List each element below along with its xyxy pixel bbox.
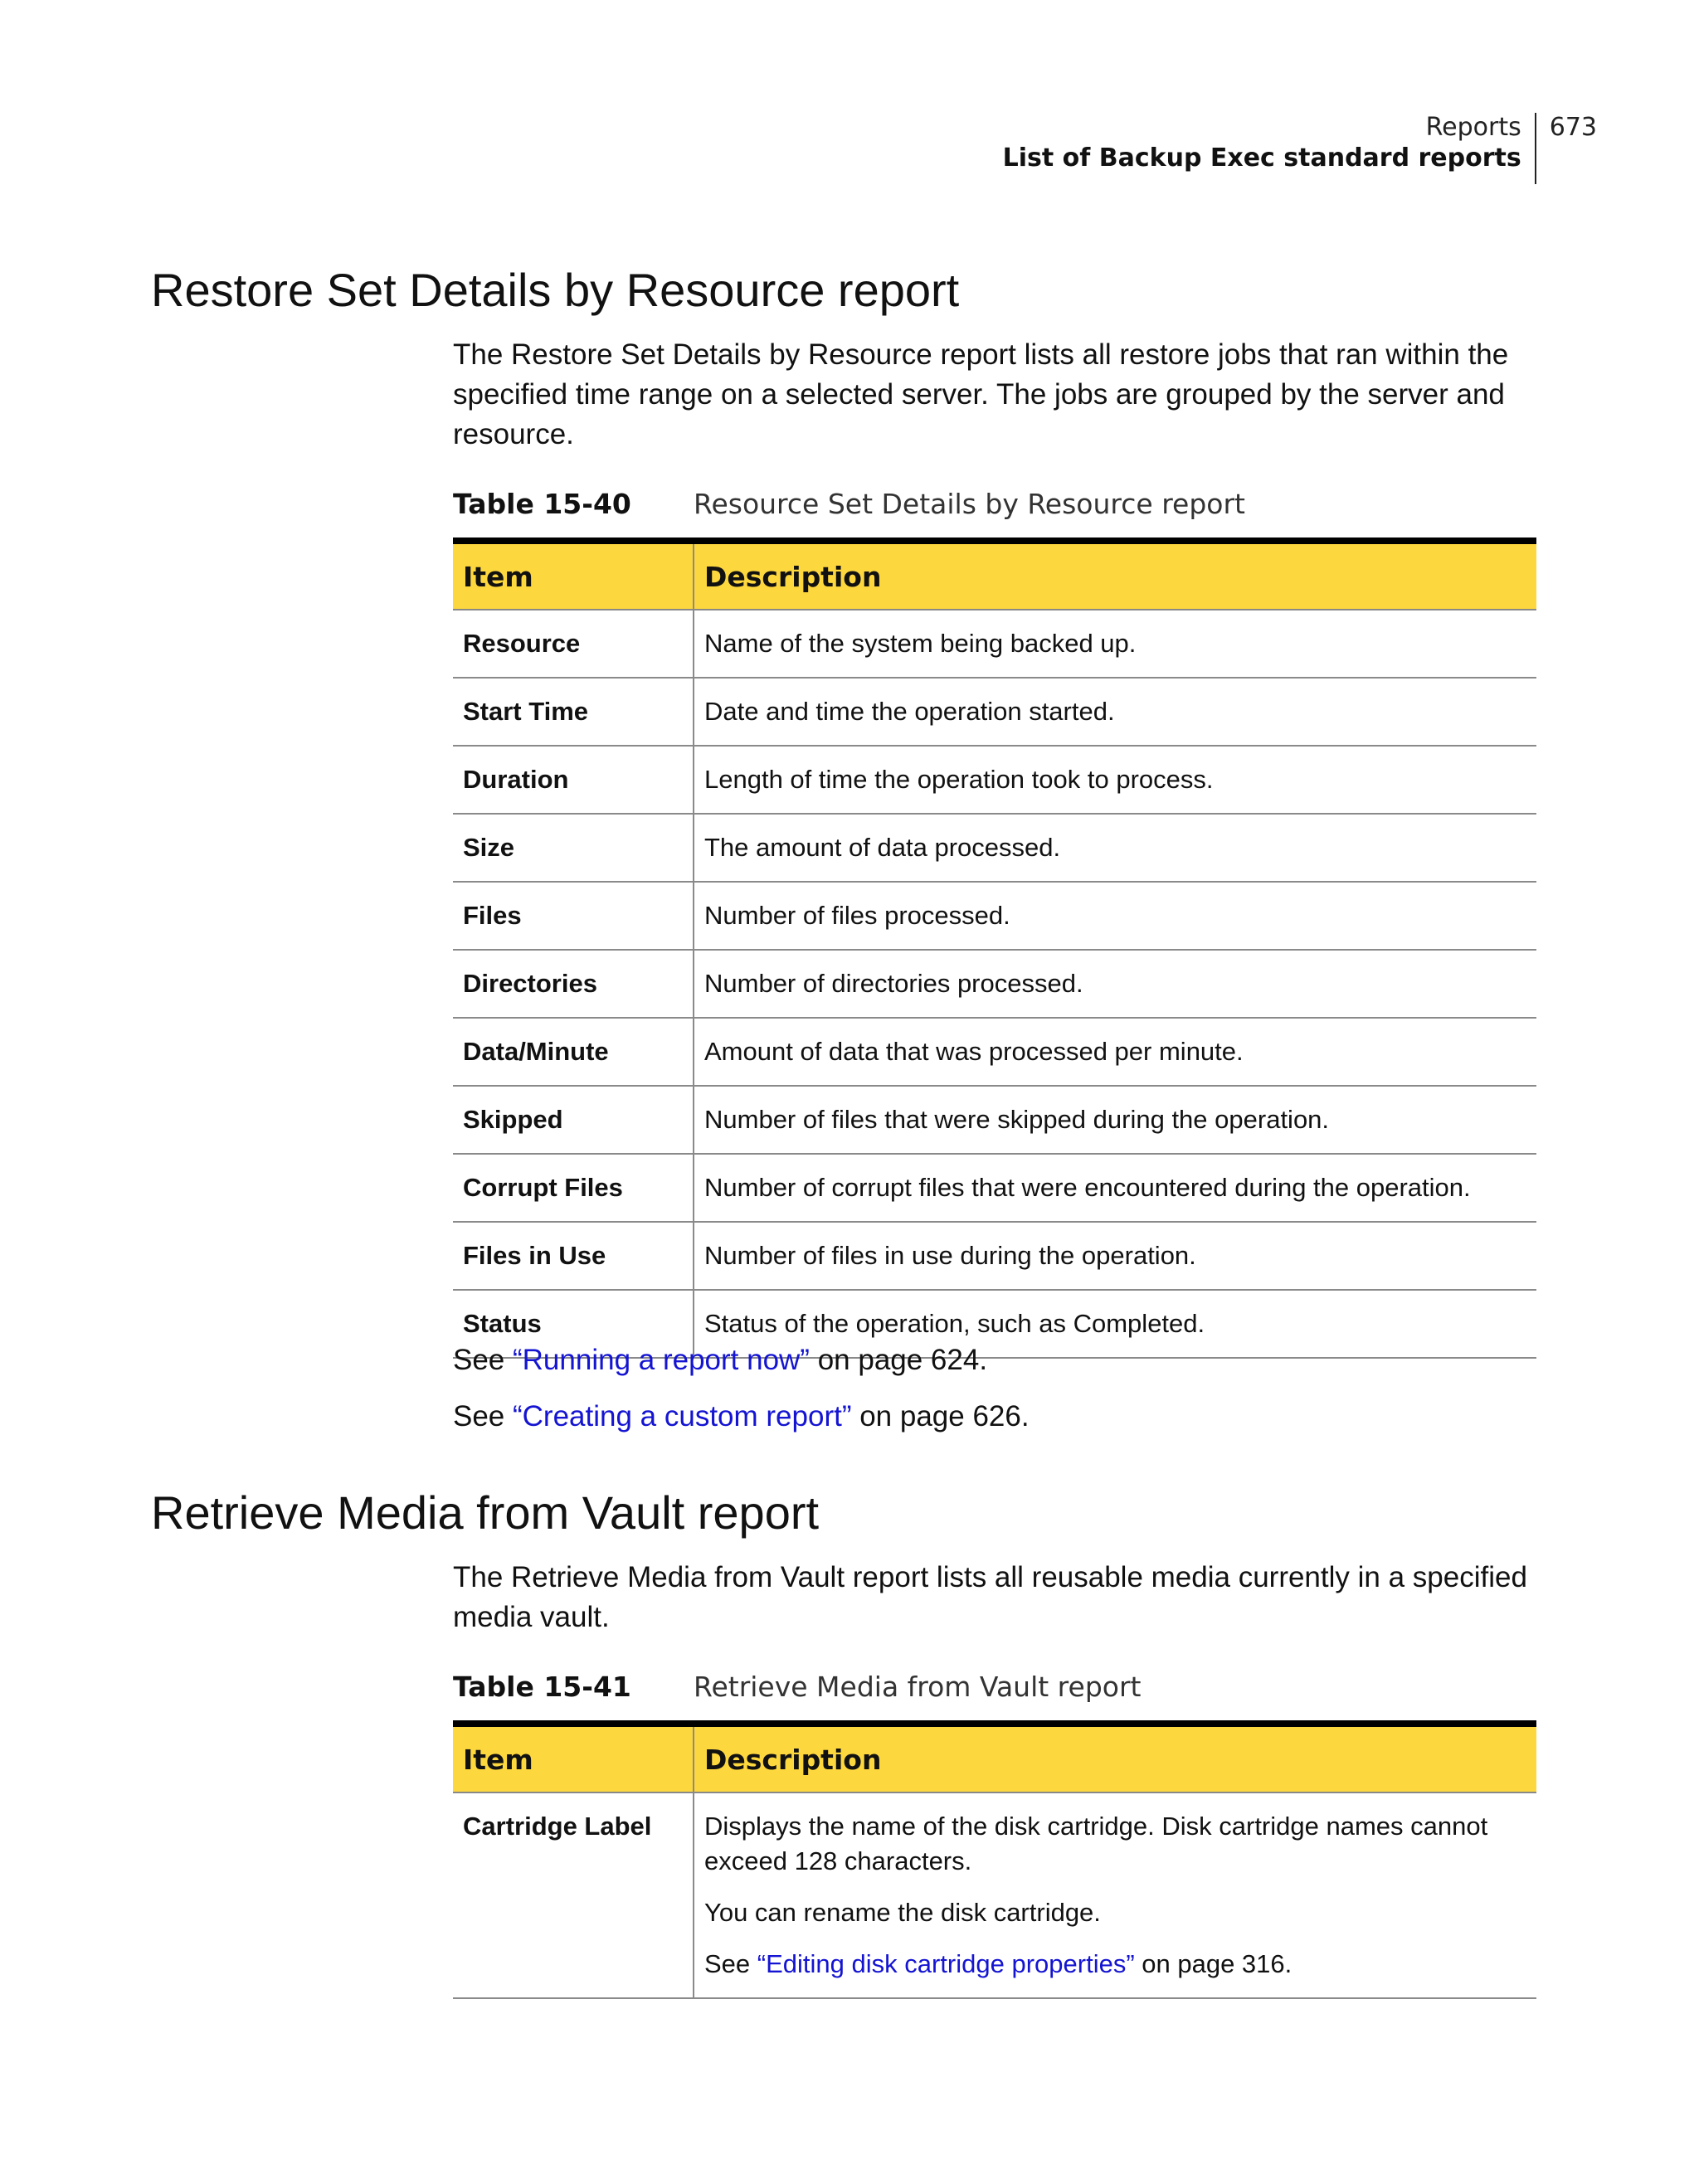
- see-also-line: [453, 1397, 1536, 1437]
- table-row: [453, 1222, 1536, 1290]
- row-description: Length of time the operation took to process.: [694, 746, 1536, 814]
- description-see-line: [704, 1947, 1526, 1982]
- row-item: Corrupt Files: [453, 1154, 694, 1222]
- link-editing-disk-cartridge-properties[interactable]: “Editing disk cartridge properties”: [757, 1949, 1135, 1978]
- restore-set-intro-block: [453, 335, 1536, 455]
- row-item: Directories: [453, 950, 694, 1018]
- table-header-row: [453, 541, 1536, 610]
- section-name: List of Backup Exec standard reports: [1002, 143, 1521, 173]
- running-header-text: [1003, 113, 1535, 174]
- row-item: Size: [453, 814, 694, 882]
- row-description: The amount of data processed.: [694, 814, 1536, 882]
- table-header-row: [453, 1724, 1536, 1792]
- section-heading-restore-set: Restore Set Details by Resource report: [151, 264, 960, 316]
- row-description: Status of the operation, such as Completed.: [694, 1290, 1536, 1358]
- table-caption-15-41: [453, 1671, 1536, 1704]
- table-number: Table 15-41: [453, 1671, 631, 1703]
- table-row: [453, 814, 1536, 882]
- row-description: Number of directories processed.: [694, 950, 1536, 1018]
- row-item: Resource: [453, 610, 694, 678]
- row-item: Files in Use: [453, 1222, 694, 1290]
- row-description: Number of corrupt files that were encountered during the operation.: [694, 1154, 1536, 1222]
- restore-set-intro: The Restore Set Details by Resource report lists all restore jobs that ran within the specified time range on a selected server. The jobs are grouped by the server and resource.: [453, 338, 1509, 450]
- column-header-description: Description: [694, 1724, 1536, 1792]
- see-suffix: on page 316.: [1134, 1949, 1293, 1978]
- chapter-name: Reports: [1425, 113, 1521, 142]
- row-item: Cartridge Label: [453, 1792, 694, 1998]
- table-title: Resource Set Details by Resource report: [694, 488, 1245, 520]
- table-row: [453, 678, 1536, 746]
- page-number: 673: [1549, 113, 1597, 142]
- see-suffix: on page 626.: [851, 1400, 1030, 1432]
- column-header-item: Item: [453, 1724, 694, 1792]
- see-suffix: on page 624.: [809, 1344, 988, 1376]
- table-row: [453, 610, 1536, 678]
- section-heading-retrieve-media: Retrieve Media from Vault report: [151, 1486, 820, 1539]
- row-description: Number of files in use during the operation.: [694, 1222, 1536, 1290]
- description-paragraph: Displays the name of the disk cartridge. Disk cartridge names cannot exceed 128 characters.: [704, 1812, 1488, 1875]
- table-row: [453, 950, 1536, 1018]
- table-title: Retrieve Media from Vault report: [694, 1671, 1142, 1703]
- see-prefix: See: [704, 1949, 757, 1978]
- table-row: [453, 1086, 1536, 1154]
- table-caption-15-40: [453, 488, 1536, 521]
- row-item: Skipped: [453, 1086, 694, 1154]
- row-item: Status: [453, 1290, 694, 1358]
- row-description: Name of the system being backed up.: [694, 610, 1536, 678]
- row-description: Date and time the operation started.: [694, 678, 1536, 746]
- column-header-description: Description: [694, 541, 1536, 610]
- table-15-41: [453, 1720, 1536, 1999]
- link-running-report-now[interactable]: “Running a report now”: [513, 1344, 810, 1376]
- see-prefix: See: [453, 1400, 513, 1432]
- table-number: Table 15-40: [453, 488, 631, 520]
- row-description: Number of files that were skipped during the operation.: [694, 1086, 1536, 1154]
- link-creating-custom-report[interactable]: “Creating a custom report”: [513, 1400, 852, 1432]
- table-15-40: [453, 537, 1536, 1359]
- table-row: [453, 882, 1536, 950]
- row-description: Amount of data that was processed per minute.: [694, 1018, 1536, 1086]
- table-row: [453, 1018, 1536, 1086]
- see-also-line: [453, 1340, 1536, 1380]
- column-header-item: Item: [453, 541, 694, 610]
- row-item: Duration: [453, 746, 694, 814]
- see-prefix: See: [453, 1344, 513, 1376]
- row-item: Start Time: [453, 678, 694, 746]
- retrieve-media-intro-block: [453, 1558, 1536, 1637]
- table-row: [453, 1792, 1536, 1998]
- row-item: Data/Minute: [453, 1018, 694, 1086]
- row-item: Files: [453, 882, 694, 950]
- running-header: [1003, 113, 1597, 186]
- row-description: [694, 1792, 1536, 1998]
- table-row: [453, 746, 1536, 814]
- description-paragraph: You can rename the disk cartridge.: [704, 1898, 1101, 1927]
- retrieve-media-intro: The Retrieve Media from Vault report lists all reusable media currently in a specified media vault.: [453, 1561, 1527, 1633]
- row-description: Number of files processed.: [694, 882, 1536, 950]
- see-also-block: [453, 1340, 1536, 1437]
- table-row: [453, 1154, 1536, 1222]
